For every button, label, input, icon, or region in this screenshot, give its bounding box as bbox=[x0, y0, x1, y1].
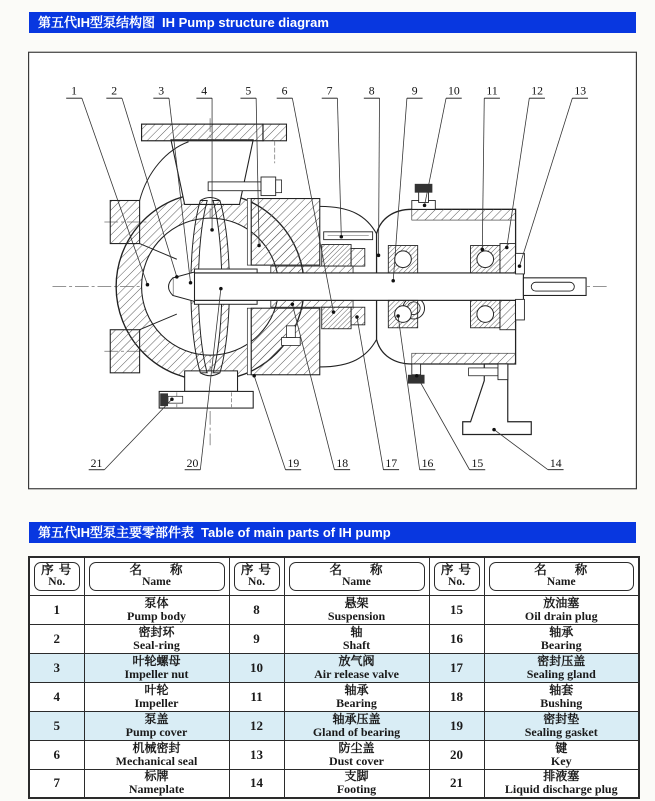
part-number: 12 bbox=[229, 711, 284, 740]
part-name: 键 Key bbox=[484, 740, 639, 769]
part-name: 悬架 Suspension bbox=[284, 595, 429, 624]
callout-number: 5 bbox=[245, 84, 252, 98]
part-number: 18 bbox=[429, 682, 484, 711]
part-number: 1 bbox=[29, 595, 84, 624]
table-row bbox=[29, 740, 639, 769]
callout-number: 11 bbox=[486, 84, 498, 98]
callout-number: 17 bbox=[385, 456, 398, 470]
header-name-3: 名 称 Name bbox=[484, 557, 639, 595]
part-number: 20 bbox=[429, 740, 484, 769]
header-no-2: 序 号 No. bbox=[229, 557, 284, 595]
table-row bbox=[29, 595, 639, 624]
part-name: 密封压盖 Sealing gland bbox=[484, 653, 639, 682]
part-number: 6 bbox=[29, 740, 84, 769]
part-name: 轴承压盖 Gland of bearing bbox=[284, 711, 429, 740]
part-name: 轴 Shaft bbox=[284, 624, 429, 653]
diagram-title-zh: 第五代IH型泵结构图 bbox=[38, 15, 156, 30]
callout-number: 14 bbox=[549, 456, 562, 470]
header-name-2: 名 称 Name bbox=[284, 557, 429, 595]
part-number: 17 bbox=[429, 653, 484, 682]
part-name: 密封垫 Sealing gasket bbox=[484, 711, 639, 740]
table-row bbox=[29, 682, 639, 711]
part-number: 7 bbox=[29, 769, 84, 798]
part-name: 轴套 Bushing bbox=[484, 682, 639, 711]
callout-number: 2 bbox=[111, 84, 118, 98]
part-number: 9 bbox=[229, 624, 284, 653]
parts-table-title-bar bbox=[29, 522, 636, 543]
callout-number: 15 bbox=[471, 456, 484, 470]
part-name: 标牌 Nameplate bbox=[84, 769, 229, 798]
callout-number: 6 bbox=[281, 84, 288, 98]
diagram-title-bar bbox=[29, 12, 636, 33]
parts-table-title-en: Table of main parts of IH pump bbox=[201, 525, 391, 540]
pump-cross-section-drawing bbox=[28, 43, 637, 498]
callout-number: 1 bbox=[71, 84, 77, 98]
part-number: 21 bbox=[429, 769, 484, 798]
callout-number: 19 bbox=[287, 456, 300, 470]
part-name: 轴承 Bearing bbox=[484, 624, 639, 653]
part-number: 5 bbox=[29, 711, 84, 740]
part-name: 防尘盖 Dust cover bbox=[284, 740, 429, 769]
table-row bbox=[29, 769, 639, 798]
part-name: 叶轮螺母 Impeller nut bbox=[84, 653, 229, 682]
part-number: 2 bbox=[29, 624, 84, 653]
table-row bbox=[29, 711, 639, 740]
part-name: 泵盖 Pump cover bbox=[84, 711, 229, 740]
part-name: 排液塞 Liquid discharge plug bbox=[484, 769, 639, 798]
part-name: 泵体 Pump body bbox=[84, 595, 229, 624]
callout-number: 20 bbox=[186, 456, 199, 470]
part-name: 支脚 Footing bbox=[284, 769, 429, 798]
part-number: 3 bbox=[29, 653, 84, 682]
part-name: 叶轮 Impeller bbox=[84, 682, 229, 711]
part-number: 19 bbox=[429, 711, 484, 740]
nameplate bbox=[324, 232, 373, 240]
part-number: 11 bbox=[229, 682, 284, 711]
parts-table bbox=[28, 556, 640, 799]
callout-number: 16 bbox=[421, 456, 434, 470]
part-number: 10 bbox=[229, 653, 284, 682]
header-no-1: 序 号 No. bbox=[29, 557, 84, 595]
part-name: 轴承 Bearing bbox=[284, 682, 429, 711]
table-header-row bbox=[29, 557, 639, 595]
part-number: 14 bbox=[229, 769, 284, 798]
part-number: 4 bbox=[29, 682, 84, 711]
callout-number: 10 bbox=[448, 84, 460, 98]
header-no-3: 序 号 No. bbox=[429, 557, 484, 595]
callout-number: 7 bbox=[326, 84, 333, 98]
callout-number: 3 bbox=[158, 84, 165, 98]
header-name-1: 名 称 Name bbox=[84, 557, 229, 595]
callout-number: 4 bbox=[201, 84, 208, 98]
callout-number: 8 bbox=[368, 84, 375, 98]
part-number: 8 bbox=[229, 595, 284, 624]
part-name: 放油塞 Oil drain plug bbox=[484, 595, 639, 624]
part-name: 放气阀 Air release valve bbox=[284, 653, 429, 682]
table-row bbox=[29, 624, 639, 653]
part-number: 15 bbox=[429, 595, 484, 624]
callout-number: 12 bbox=[531, 84, 543, 98]
callout-number: 18 bbox=[336, 456, 349, 470]
part-number: 13 bbox=[229, 740, 284, 769]
diagram-title-en: IH Pump structure diagram bbox=[162, 15, 329, 30]
part-name: 密封环 Seal-ring bbox=[84, 624, 229, 653]
table-row bbox=[29, 653, 639, 682]
pump-structure-diagram bbox=[28, 43, 637, 498]
callout-number: 9 bbox=[411, 84, 418, 98]
parts-table-title-zh: 第五代IH型泵主要零部件表 bbox=[38, 525, 195, 540]
callout-number: 21 bbox=[90, 456, 103, 470]
part-name: 机械密封 Mechanical seal bbox=[84, 740, 229, 769]
part-number: 16 bbox=[429, 624, 484, 653]
callout-number: 13 bbox=[574, 84, 587, 98]
